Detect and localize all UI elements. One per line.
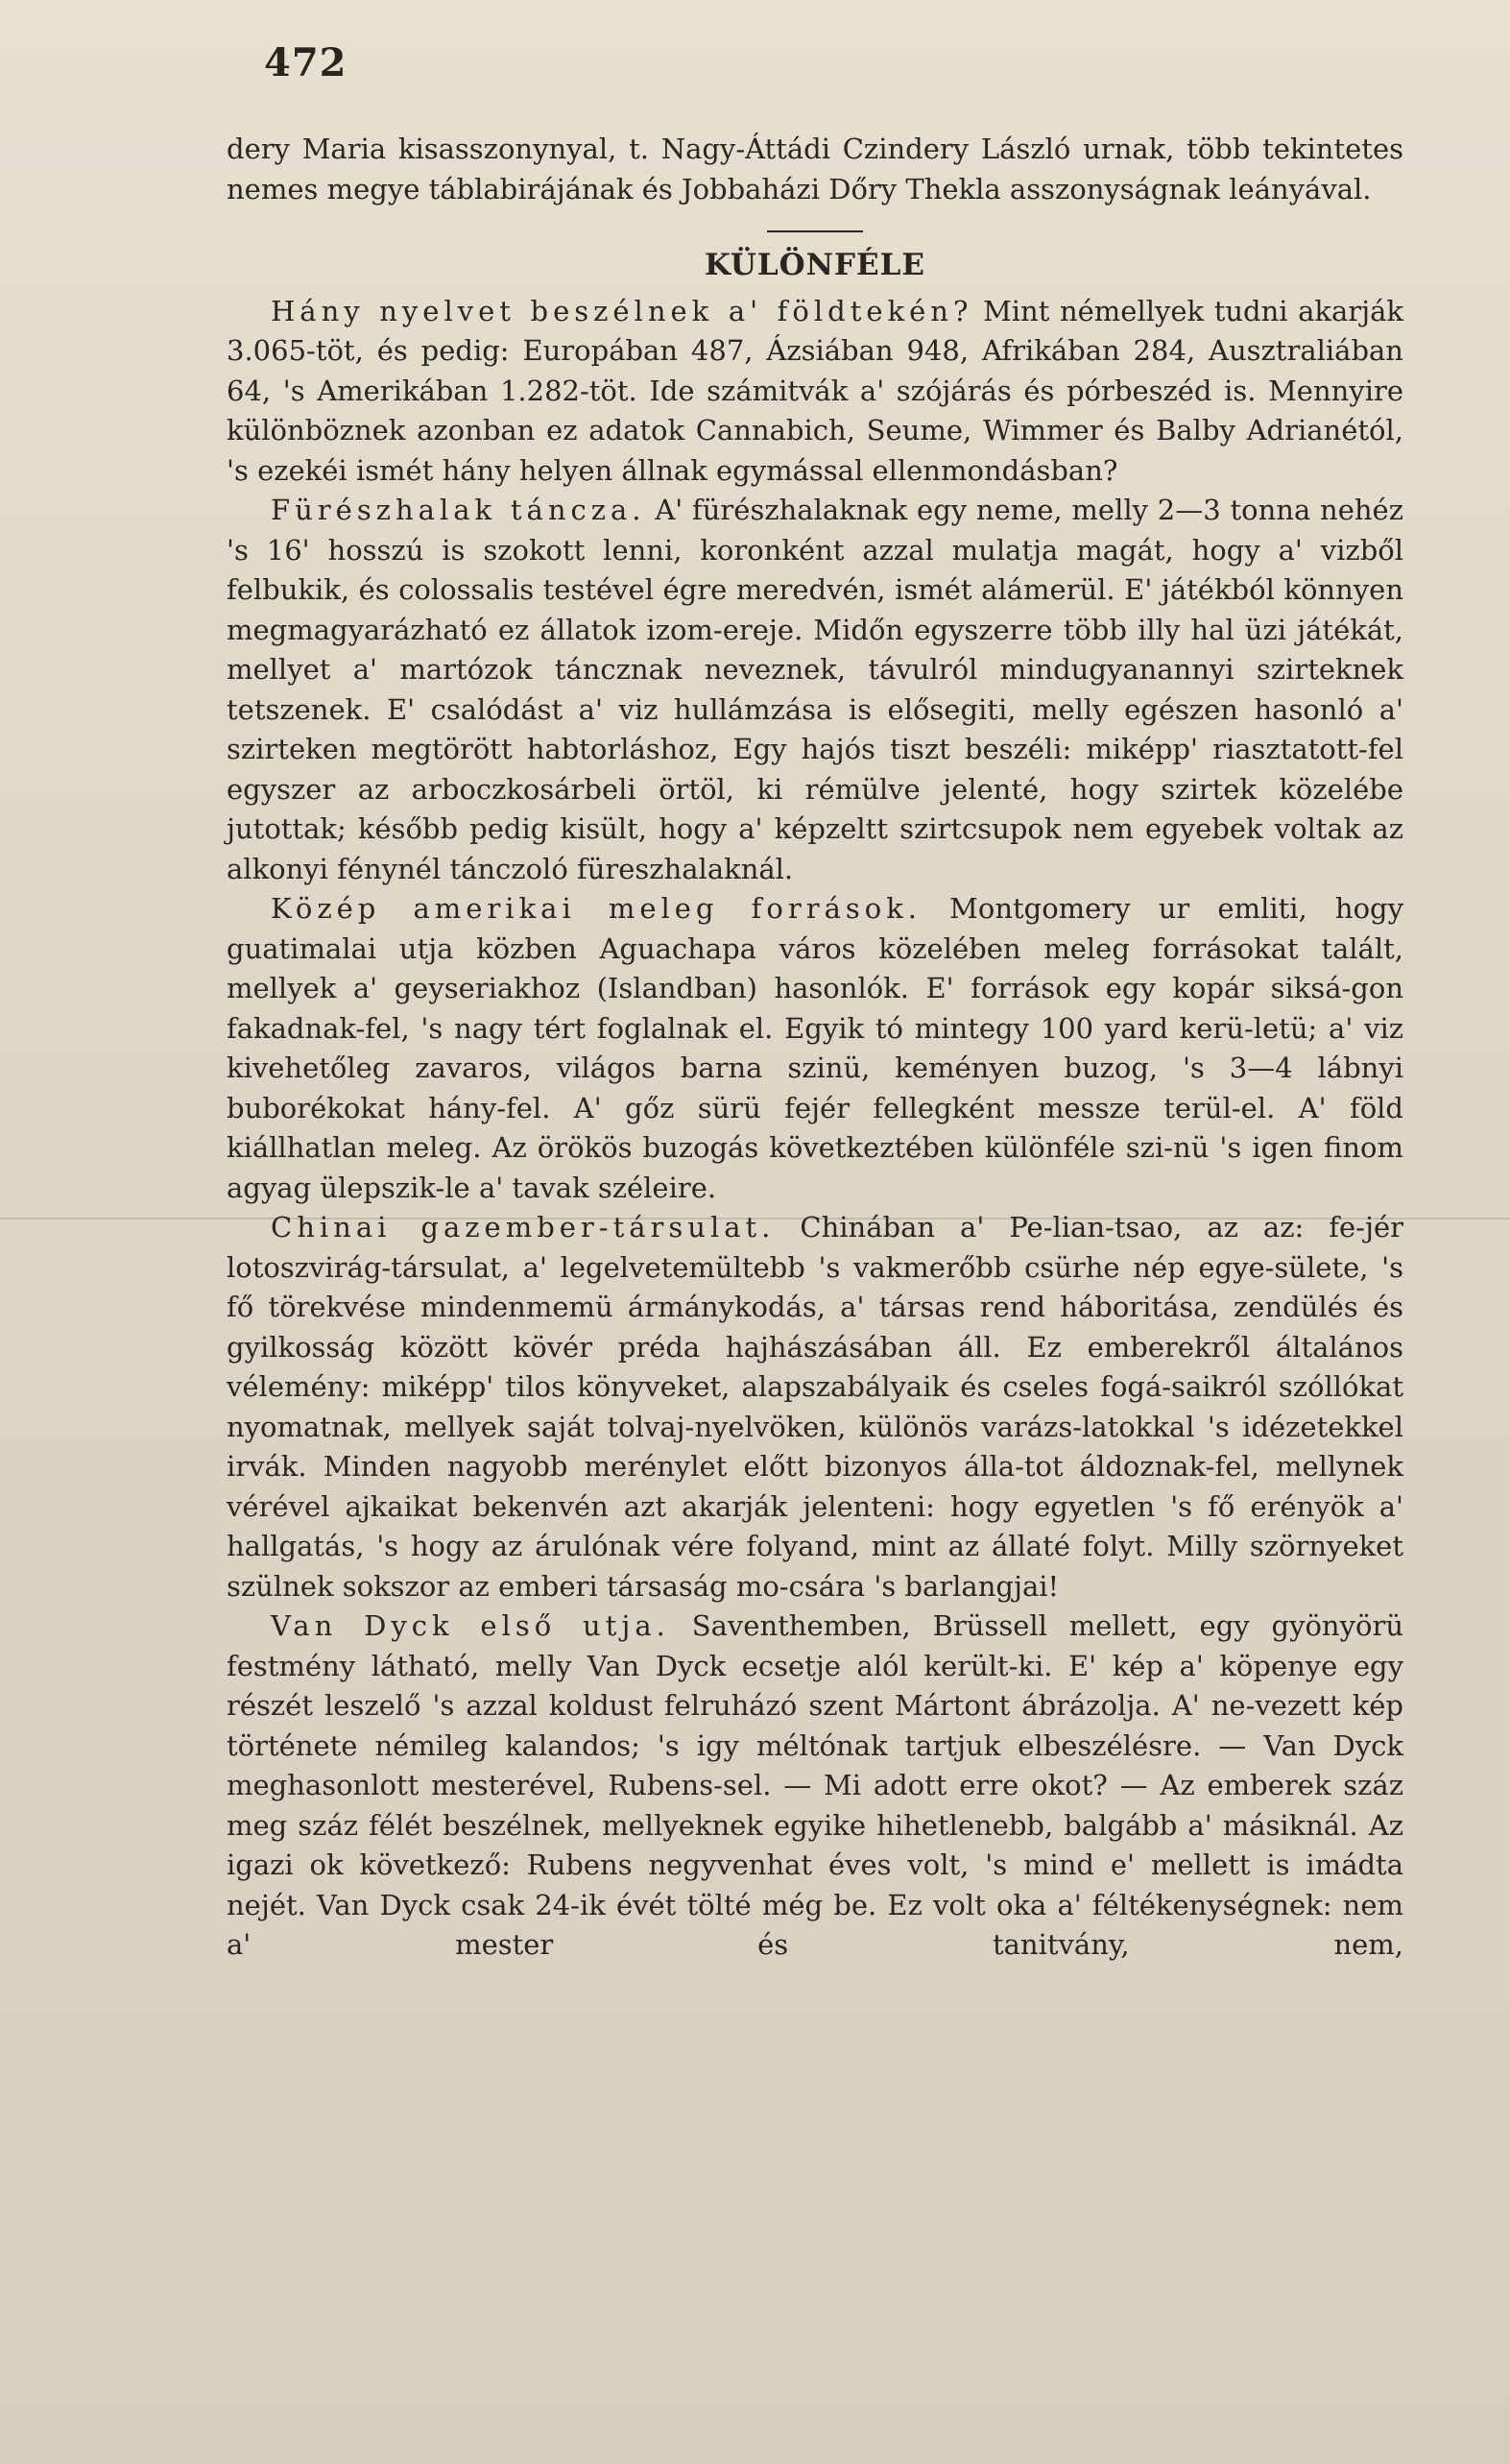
article-heading: Van Dyck első utja. xyxy=(271,1609,670,1642)
text-block xyxy=(227,130,1403,1966)
article-van-dyck xyxy=(227,1606,1403,1966)
article-sawfish xyxy=(227,491,1403,889)
article-heading: Fürészhalak táncza. xyxy=(271,494,646,526)
article-body: Saventhemben, Brüssell mellett, egy gyönyörü festmény látható, melly Van Dyck ecsetje alól került-ki. E' kép a' köpenye egy részét leszelő 's azzal koldust felruházó szent Mártont ábrázolja. A' ne-vezett kép története némileg kalandos; 's igy méltónak tartjuk elbeszélésre. — Van Dyck meghasonlott mesterével, Rubens-sel. — Mi adott erre okot? — Az emberek száz meg száz félét beszélnek, mellyeknek egyike hihetlenebb, balgább a' másiknál. Az igazi ok következő: Rubens negyvenhat éves volt, 's mind e' mellett is imádta nejét. Van Dyck csak 24-ik évét tölté még be. Ez volt oka a' féltékenységnek: nem a' mester és tanitvány, nem, xyxy=(227,1609,1403,1961)
section-title: KÜLÖNFÉLE xyxy=(704,248,926,282)
article-heading: Közép amerikai meleg források. xyxy=(271,892,923,925)
article-languages xyxy=(227,292,1403,492)
article-hot-springs xyxy=(227,889,1403,1208)
article-body: A' fürészhalaknak egy neme, melly 2—3 tonna nehéz 's 16' hosszú is szokott lenni, koronként azzal mulatja magát, hogy a' vizből felbukik, és colossalis testével égre meredvén, ismét alámerül. E' játékból könnyen megmagyarázható ez állatok izom-ereje. Midőn egyszerre több illy hal üzi játékát, mellyet a' martózok táncznak neveznek, távulról mindugyanannyi szirteknek tetszenek. E' csalódást a' viz hullámzása is elősegiti, melly egészen hasonló a' szirteken megtörött habtorláshoz, Egy hajós tiszt beszéli: miképp' riasztatott-fel egyszer az arboczkosárbeli örtöl, ki rémülve jelenté, hogy szirtek közelébe jutottak; később pedig kisült, hogy a' képzeltt szirtcsupok nem egyebek voltak az alkonyi fénynél tánczoló füreszhalaknál. xyxy=(227,494,1403,885)
intro-paragraph: dery Maria kisasszonynyal, t. Nagy-Áttádi Czindery László urnak, több tekintetes nemes megye táblabirájának és Jobbaházi Dőry Thekla asszonyságnak leányával. xyxy=(227,133,1403,205)
page-number: 472 xyxy=(264,40,348,85)
article-body: Chinában a' Pe-lian-tsao, az az: fe-jér lotoszvirág-társulat, a' legelvetemültebb 's vakmerőbb csürhe nép egye-sülete, 's fő törekvése mindenmemü ármánykodás, a' társas rend háboritása, zendülés és gyilkosság között kövér préda hajhászásában áll. Ez emberekről általános vélemény: miképp' tilos könyveket, alapszabályaik és cseles fogá-saikról szóllókat nyomatnak, mellyek saját tolvaj-nyelvöken, különös varázs-latokkal 's idézetekkel irvák. Minden nagyobb merénylet előtt bizonyos álla-tot áldoznak-fel, mellynek vérével ajkaikat bekenvén azt akarják jelenteni: hogy egyetlen 's fő erényök a' hallgatás, 's hogy az árulónak vére folyand, mint az állaté folyt. Milly szörnyeket szülnek sokszor az emberi társaság mo-csára 's barlangjai! xyxy=(227,1211,1403,1603)
article-chinese-society xyxy=(227,1208,1403,1606)
article-body: Montgomery ur emliti, hogy guatimalai utja közben Aguachapa város közelében meleg forrásokat talált, mellyek a' geyseriakhoz (Islandban) hasonlók. E' források egy kopár siksá-gon fakadnak-fel, 's nagy tért foglalnak el. Egyik tó mintegy 100 yard kerü-letü; a' viz kivehetőleg zavaros, világos barna szinü, keményen buzog, 's 3—4 lábnyi buborékokat hány-fel. A' gőz sürü fejér fellegként messze terül-el. A' föld kiállhatlan meleg. Az örökös buzogás következtében különféle szi-nü 's igen finom agyag ülepszik-le a' tavak széleire. xyxy=(227,892,1403,1204)
section-divider xyxy=(767,230,863,232)
article-heading: Chinai gazember-társulat. xyxy=(271,1211,776,1244)
article-body: Mint némellyek tudni akarják 3.065-töt, és pedig: Europában 487, Ázsiában 948, Afrikában 284, Ausztraliában 64, 's Amerikában 1.282-töt. Ide számitvák a' szójárás és pórbeszéd is. Mennyire különböznek azonban ez adatok Cannabich, Seume, Wimmer és Balby Adrianétól, 's ezekéi ismét hány helyen állnak egymással ellenmondásban? xyxy=(227,294,1404,487)
article-heading: Hány nyelvet beszélnek a' földtekén? xyxy=(271,294,973,327)
